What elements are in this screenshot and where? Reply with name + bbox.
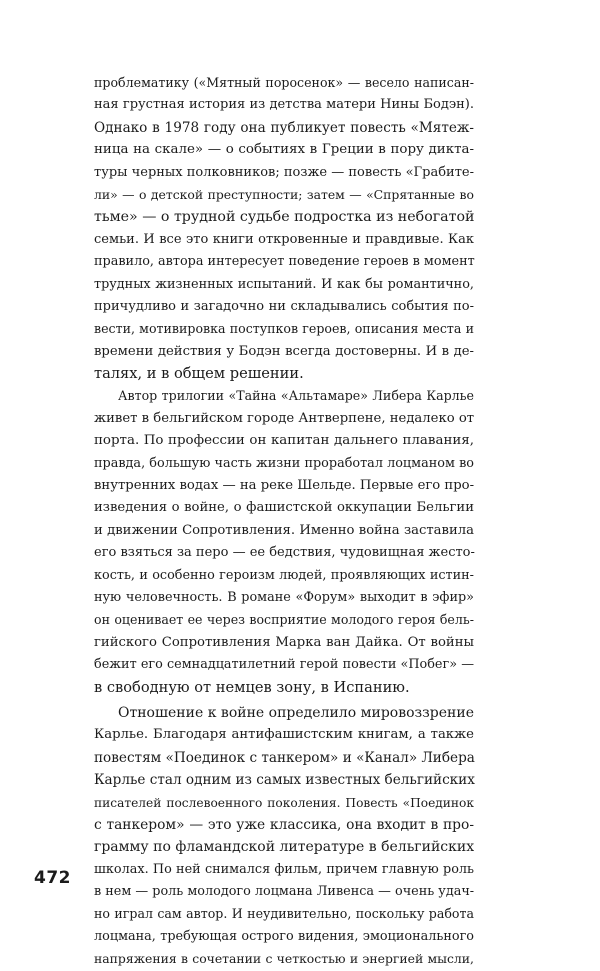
text-line: вести, мотивировка поступков героев, описания места и	[94, 321, 474, 337]
text-line: Однако в 1978 году она публикует повесть «Мятеж-	[94, 119, 474, 136]
paragraph	[94, 702, 474, 971]
text-line: с танкером» — это уже классика, она входит в про-	[94, 816, 474, 833]
text-line: туры черных полковников; позже — повесть «Грабите-	[94, 164, 474, 180]
text-line: порта. По профессии он капитан дальнего плавания,	[94, 433, 474, 449]
text-line: в нем — роль молодого лоцмана Ливенса — очень удач-	[94, 884, 475, 900]
text-line: живет в бельгийском городе Антверпене, недалеко от	[94, 410, 475, 426]
text-line: грамму по фламандской литературе в бельгийских	[94, 839, 475, 856]
body-text	[94, 72, 474, 971]
text-line: его взяться за перо — ее бедствия, чудовищная жесто-	[94, 545, 475, 561]
text-line: Отношение к войне определило мировоззрение	[118, 704, 474, 721]
text-line: писателей послевоенного поколения. Повесть «Поединок	[94, 795, 474, 810]
text-line: внутренних водах — на реке Шельде. Первые его про-	[94, 478, 475, 494]
page-number: 472	[34, 868, 71, 888]
text-line: ница на скале» — о событиях в Греции в пору дикта-	[94, 142, 474, 158]
text-line: семьи. И все это книги откровенные и правдивые. Как	[94, 231, 474, 247]
text-line: и движении Сопротивления. Именно война заставила	[94, 522, 474, 538]
text-line: ная грустная история из детства матери Нины Бодэн).	[94, 97, 474, 113]
text-line: трудных жизненных испытаний. И как бы романтично,	[94, 276, 474, 292]
text-line: напряжения в сочетании с четкостью и энергией мысли,	[94, 951, 474, 967]
text-line: гийского Сопротивления Марка ван Дайка. От войны	[94, 634, 474, 650]
text-line: но играл сам автор. И неудивительно, поскольку работа	[94, 906, 474, 922]
text-line: изведения о войне, о фашистской оккупации Бельгии	[94, 500, 474, 516]
paragraph	[94, 385, 474, 698]
paragraph	[94, 72, 474, 385]
text-line: лоцмана, требующая острого видения, эмоционального	[94, 928, 474, 944]
text-line: талях, и в общем решении.	[94, 365, 304, 383]
text-line: ли» — о детской преступности; затем — «Спрятанные во	[94, 186, 474, 202]
text-line: бежит его семнадцатилетний герой повести «Побег» —	[94, 657, 474, 673]
text-line: Автор трилогии «Тайна «Альтамаре» Либера Карлье	[118, 388, 474, 404]
text-line: он оценивает ее через восприятие молодого героя бель-	[94, 612, 474, 628]
text-line: проблематику («Мятный поросенок» — весело написан-	[94, 75, 474, 90]
text-line: причудливо и загадочно ни складывались события по-	[94, 298, 474, 314]
text-line: Карлье. Благодаря антифашистским книгам, а также	[94, 727, 474, 743]
text-line: повестям «Поединок с танкером» и «Канал» Либера	[94, 749, 475, 766]
text-line: в свободную от немцев зону, в Испанию.	[94, 678, 410, 696]
text-line: правило, автора интересует поведение героев в момент	[94, 254, 475, 270]
text-line: правда, большую часть жизни проработал лоцманом во	[94, 455, 474, 471]
text-line: тьме» — о трудной судьбе подростка из небогатой	[94, 209, 475, 226]
text-line: ную человечность. В романе «Форум» выходит в эфир»	[94, 589, 474, 605]
text-line: Карлье стал одним из самых известных бельгийских	[94, 772, 475, 789]
text-line: времени действия у Бодэн всегда достоверны. И в де-	[94, 343, 474, 359]
text-line: школах. По ней снимался фильм, причем главную роль	[94, 861, 474, 877]
text-line: кость, и особенно героизм людей, проявляющих истин-	[94, 567, 474, 583]
